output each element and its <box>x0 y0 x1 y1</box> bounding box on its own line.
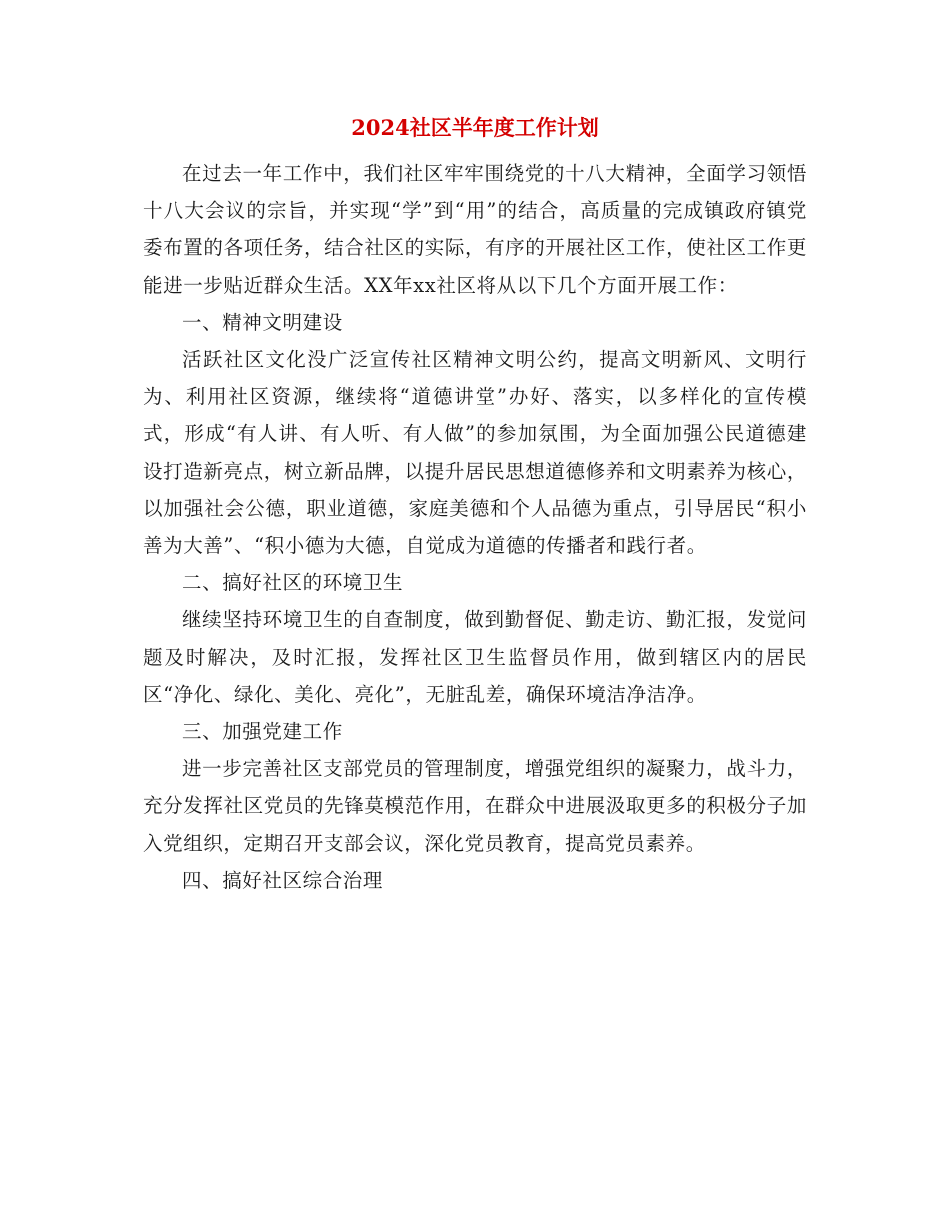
paragraph-section-3: 进一步完善社区支部党员的管理制度，增强党组织的凝聚力，战斗力，充分发挥社区党员的先锋莫模范作用，在群众中进展汲取更多的积极分子加入党组织，定期召开支部会议，深化党员教育，提高党员素养。 <box>143 757 807 855</box>
section-heading-4: 四、搞好社区综合治理 <box>182 868 384 892</box>
document-title: 2024社区半年度工作计划 <box>351 115 599 140</box>
paragraph-section-1: 活跃社区文化没广泛宣传社区精神文明公约，提高文明新风、文明行为、利用社区资源，继续将“道德讲堂”办好、落实，以多样化的宣传模式，形成“有人讲、有人听、有人做”的参加氛围，为全面加强公民道德建设打造新亮点，树立新品牌，以提升居民思想道德修养和文明素养为核心，以加强社会公德，职业道德，家庭美德和个人品德为重点，引导居民“积小善为大善”、“积小德为大德，自觉成为道德的传播者和践行者。 <box>143 348 807 558</box>
paragraph-section-2: 继续坚持环境卫生的自查制度，做到勤督促、勤走访、勤汇报，发觉问题及时解决，及时汇报，发挥社区卫生监督员作用，做到辖区内的居民区“净化、绿化、美化、亮化”，无脏乱差，确保环境洁净洁净。 <box>143 608 807 706</box>
section-heading-2: 二、搞好社区的环境卫生 <box>182 571 404 595</box>
document-body <box>143 155 807 899</box>
paragraph-intro: 在过去一年工作中，我们社区牢牢围绕党的十八大精神，全面学习领悟十八大会议的宗旨，并实现“学”到“用”的结合，高质量的完成镇政府镇党委布置的各项任务，结合社区的实际，有序的开展社区工作，使社区工作更能进一步贴近群众生活。XX年xx社区将从以下几个方面开展工作： <box>143 162 807 297</box>
section-heading-1: 一、精神文明建设 <box>182 310 343 334</box>
section-heading-3: 三、加强党建工作 <box>182 720 343 744</box>
